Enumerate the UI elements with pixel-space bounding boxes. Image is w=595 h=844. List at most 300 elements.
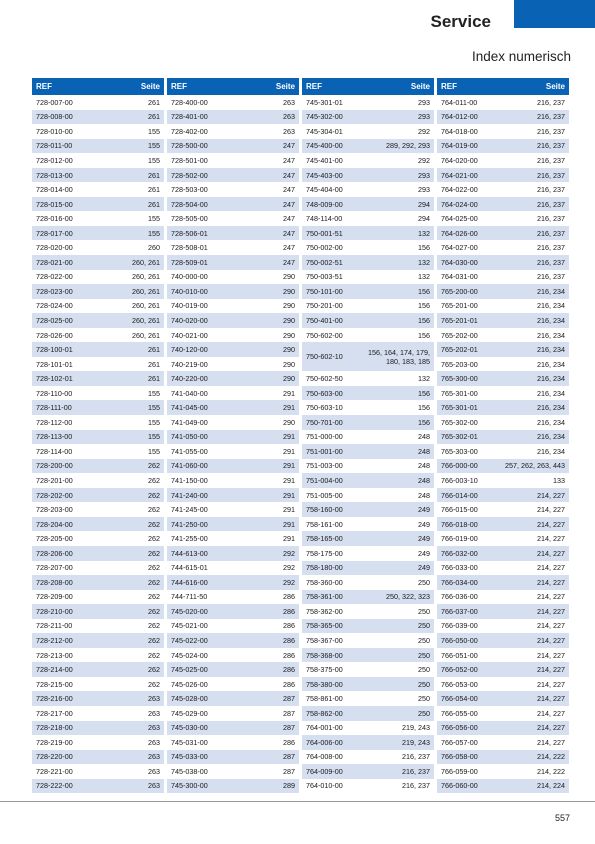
table-row: [437, 153, 569, 168]
page-value: 290: [283, 417, 295, 427]
page-value: 247: [283, 199, 295, 209]
ref-cell: 728-021-00: [36, 257, 73, 267]
page-value: 155: [148, 228, 160, 238]
page-cell: [402, 723, 430, 732]
table-row: [32, 517, 164, 532]
page-cell: [418, 665, 430, 674]
ref-cell: 744-615-01: [171, 563, 208, 573]
ref-cell: 728-008-00: [36, 112, 73, 122]
page-cell: [148, 607, 160, 616]
page-cell: [537, 98, 565, 107]
page-value: 261: [148, 97, 160, 107]
page-cell: [283, 374, 295, 383]
page-cell: [132, 331, 160, 340]
page-value: 249: [418, 505, 430, 515]
page-value: 263: [283, 97, 295, 107]
ref-cell: 764-018-00: [441, 126, 478, 136]
page-value: 214, 227: [537, 592, 565, 602]
table-row: [32, 750, 164, 765]
table-row: [32, 502, 164, 517]
ref-cell: 764-031-00: [441, 272, 478, 282]
ref-cell: 751-004-00: [306, 475, 343, 485]
ref-cell: 745-025-00: [171, 665, 208, 675]
page-value: 287: [283, 766, 295, 776]
table-row: [437, 750, 569, 765]
table-row: [32, 575, 164, 590]
table-row: [167, 342, 299, 357]
table-row: [32, 662, 164, 677]
ref-cell: 728-401-00: [171, 112, 208, 122]
table-row: [437, 444, 569, 459]
page-cell: [283, 272, 295, 281]
ref-cell: 745-033-00: [171, 752, 208, 762]
ref-cell: 758-368-00: [306, 650, 343, 660]
page-cell: [148, 636, 160, 645]
table-row: [302, 735, 434, 750]
page-value: 262: [148, 461, 160, 471]
page-value: 214, 222: [537, 752, 565, 762]
page-cell: [418, 694, 430, 703]
table-row: [302, 561, 434, 576]
ref-cell: 745-022-00: [171, 636, 208, 645]
ref-cell: 750-002-51: [306, 257, 343, 267]
ref-cell: 745-026-00: [171, 679, 208, 689]
table-row: [32, 459, 164, 474]
table-row: [167, 619, 299, 634]
table-row: [167, 240, 299, 255]
ref-cell: 766-052-00: [441, 665, 478, 675]
page-cell: [418, 549, 430, 558]
page-value: 156: [418, 417, 430, 427]
page-cell: [537, 694, 565, 703]
ref-cell: 745-301-01: [306, 97, 343, 107]
ref-cell: 766-037-00: [441, 606, 478, 616]
table-row: [167, 197, 299, 212]
page-value: 286: [283, 621, 295, 631]
page-value: 291: [283, 505, 295, 515]
table-row: [167, 648, 299, 663]
table-row: [302, 182, 434, 197]
ref-cell: 728-218-00: [36, 723, 73, 733]
ref-cell: 728-502-00: [171, 170, 208, 180]
header-ref-label: REF: [171, 82, 187, 91]
page-value: 291: [283, 403, 295, 413]
table-row: [167, 168, 299, 183]
table-row: [437, 255, 569, 270]
ref-cell: 758-862-00: [306, 708, 343, 718]
table-row: [437, 677, 569, 692]
page-cell: [283, 156, 295, 165]
ref-cell: 728-011-00: [36, 141, 73, 151]
table-row: [302, 444, 434, 459]
page-cell: [418, 258, 430, 267]
table-row: [32, 604, 164, 619]
table-row: [167, 779, 299, 794]
page-value: 216, 234: [537, 388, 565, 398]
page-cell: [148, 578, 160, 587]
page-cell: [283, 243, 295, 252]
table-row: [32, 706, 164, 721]
page-value: 216, 234: [537, 345, 565, 355]
page-cell: [283, 651, 295, 660]
ref-cell: 728-400-00: [171, 97, 208, 107]
page-cell: [148, 476, 160, 485]
page-value: 155: [148, 417, 160, 427]
ref-cell: 728-010-00: [36, 126, 73, 136]
page-value: 261: [148, 185, 160, 195]
page-cell: [132, 316, 160, 325]
section-title: Service: [430, 12, 491, 31]
page-value: 214, 227: [537, 636, 565, 645]
page-cell: [148, 709, 160, 718]
ref-cell: 766-014-00: [441, 490, 478, 500]
page-value: 263: [148, 694, 160, 704]
page-value: 156: [418, 403, 430, 413]
page-cell: [283, 418, 295, 427]
page-cell: [537, 287, 565, 296]
page-cell: [283, 258, 295, 267]
table-row: [167, 473, 299, 488]
table-row: [437, 604, 569, 619]
page-value: 216, 234: [537, 403, 565, 413]
page-cell: [537, 549, 565, 558]
table-row: [167, 721, 299, 736]
ref-cell: 765-302-01: [441, 432, 478, 442]
ref-cell: 766-034-00: [441, 577, 478, 587]
page-cell: [283, 491, 295, 500]
ref-cell: 750-002-00: [306, 243, 343, 253]
page-cell: [537, 331, 565, 340]
page-cell: [537, 156, 565, 165]
table-row: [167, 444, 299, 459]
page-value: 156: [418, 243, 430, 253]
ref-cell: 741-250-00: [171, 519, 208, 529]
table-row: [302, 197, 434, 212]
ref-cell: 758-365-00: [306, 621, 343, 631]
ref-cell: 764-006-00: [306, 737, 343, 747]
page-cell: [132, 272, 160, 281]
page-cell: [148, 141, 160, 150]
ref-cell: 748-114-00: [306, 214, 343, 224]
table-row: [302, 299, 434, 314]
page-value: 155: [148, 214, 160, 224]
table-row: [32, 735, 164, 750]
page-cell: [148, 651, 160, 660]
ref-cell: 728-013-00: [36, 170, 73, 180]
page-cell: [402, 738, 430, 747]
table-row: [32, 168, 164, 183]
table-row: [302, 662, 434, 677]
header-ref-label: REF: [306, 82, 322, 91]
table-row: [167, 182, 299, 197]
table-row: [167, 575, 299, 590]
table-row: [437, 226, 569, 241]
ref-cell: 766-054-00: [441, 694, 478, 704]
table-row: [302, 764, 434, 779]
page-cell: [283, 752, 295, 761]
page-value: 261: [148, 199, 160, 209]
table-row: [302, 517, 434, 532]
table-row: [167, 633, 299, 648]
page-value: 292: [418, 126, 430, 136]
page-cell: [537, 723, 565, 732]
ref-cell: 728-112-00: [36, 417, 73, 427]
page-cell: [148, 738, 160, 747]
page-value: 287: [283, 723, 295, 733]
page-cell: [148, 491, 160, 500]
page-cell: [368, 348, 430, 366]
page-value: 216, 237: [537, 228, 565, 238]
column-rows: [302, 95, 434, 793]
page-cell: [283, 331, 295, 340]
ref-cell: 748-009-00: [306, 199, 343, 209]
ref-cell: 741-045-00: [171, 403, 208, 413]
page-cell: [418, 185, 430, 194]
ref-cell: 728-110-00: [36, 388, 73, 398]
page-value: 155: [148, 388, 160, 398]
page-cell: [148, 723, 160, 732]
table-row: [32, 691, 164, 706]
table-row: [437, 197, 569, 212]
table-row: [167, 604, 299, 619]
table-row: [32, 226, 164, 241]
table-row: [302, 604, 434, 619]
table-row: [302, 342, 434, 371]
page-value: 214, 227: [537, 679, 565, 689]
page-value: 262: [148, 490, 160, 500]
ref-cell: 765-201-00: [441, 301, 478, 311]
page-cell: [148, 98, 160, 107]
table-row: [437, 240, 569, 255]
table-row: [437, 386, 569, 401]
table-row: [167, 459, 299, 474]
ref-cell: 740-010-00: [171, 286, 208, 296]
page-value: 262: [148, 577, 160, 587]
page-cell: [148, 345, 160, 354]
ref-cell: 728-017-00: [36, 228, 73, 238]
page-value: 214, 227: [537, 708, 565, 718]
ref-cell: 764-022-00: [441, 185, 478, 195]
ref-cell: 766-032-00: [441, 548, 478, 558]
page-cell: [148, 127, 160, 136]
ref-cell: 764-012-00: [441, 112, 478, 122]
ref-cell: 728-025-00: [36, 315, 73, 325]
ref-cell: 750-101-00: [306, 286, 343, 296]
page-value: 216, 237: [537, 155, 565, 165]
ref-cell: 745-030-00: [171, 723, 208, 733]
page-cell: [283, 141, 295, 150]
page-value: 286: [283, 606, 295, 616]
page-cell: [537, 651, 565, 660]
table-row: [167, 371, 299, 386]
table-row: [167, 517, 299, 532]
page-value: 216, 237: [402, 766, 430, 776]
page-cell: [148, 621, 160, 630]
page-cell: [283, 461, 295, 470]
table-row: [302, 575, 434, 590]
page-value: 155: [148, 446, 160, 456]
ref-cell: 765-302-00: [441, 417, 478, 427]
column-header: [437, 78, 569, 95]
page-value: 156: [418, 330, 430, 340]
page-cell: [148, 563, 160, 572]
page-cell: [148, 112, 160, 121]
page-value: 291: [283, 475, 295, 485]
page-value: 216, 237: [537, 243, 565, 253]
table-row: [32, 124, 164, 139]
ref-cell: 728-015-00: [36, 199, 73, 209]
table-row: [167, 590, 299, 605]
page-cell: [283, 520, 295, 529]
ref-cell: 728-111-00: [36, 403, 72, 413]
table-row: [302, 546, 434, 561]
table-row: [302, 328, 434, 343]
ref-cell: 764-027-00: [441, 243, 478, 253]
page-value: 263: [283, 112, 295, 122]
page-cell: [537, 127, 565, 136]
page-cell: [418, 520, 430, 529]
ref-cell: 728-215-00: [36, 679, 73, 689]
ref-cell: 741-050-00: [171, 432, 208, 442]
page-value: 286: [283, 636, 295, 645]
table-row: [167, 211, 299, 226]
table-row: [32, 546, 164, 561]
ref-cell: 766-050-00: [441, 636, 478, 645]
page-value: 294: [418, 214, 430, 224]
page-cell: [537, 403, 565, 412]
table-row: [32, 415, 164, 430]
page-cell: [283, 112, 295, 121]
ref-cell: 745-020-00: [171, 606, 208, 616]
page-value: 263: [148, 708, 160, 718]
ref-cell: 758-161-00: [306, 519, 343, 529]
header-page-label: Seite: [545, 82, 565, 91]
ref-cell: 744-613-00: [171, 548, 208, 558]
ref-cell: 745-403-00: [306, 170, 343, 180]
page-value: 214, 224: [537, 781, 565, 791]
ref-cell: 750-603-10: [306, 403, 343, 413]
page-value: 214, 222: [537, 766, 565, 776]
page-value: 156: [418, 315, 430, 325]
page-value: 249: [418, 563, 430, 573]
table-row: [167, 299, 299, 314]
page-cell: [283, 592, 295, 601]
page-value: 290: [283, 286, 295, 296]
page-value: 248: [418, 446, 430, 456]
page-value: 262: [148, 548, 160, 558]
page-cell: [418, 229, 430, 238]
table-row: [167, 139, 299, 154]
table-row: [32, 633, 164, 648]
index-column: [302, 78, 434, 793]
page-value: 291: [283, 519, 295, 529]
page-cell: [418, 418, 430, 427]
ref-cell: 744-616-00: [171, 577, 208, 587]
page-cell: [148, 389, 160, 398]
page-cell: [537, 171, 565, 180]
page-value: 249: [418, 548, 430, 558]
page-value: 290: [283, 345, 295, 355]
ref-cell: 741-049-00: [171, 417, 208, 427]
ref-cell: 765-301-01: [441, 403, 478, 413]
page-cell: [537, 505, 565, 514]
table-row: [167, 313, 299, 328]
ref-cell: 728-505-00: [171, 214, 208, 224]
page-value: 214, 227: [537, 621, 565, 631]
page-value: 250: [418, 708, 430, 718]
ref-cell: 728-207-00: [36, 563, 73, 573]
page-value: 214, 227: [537, 665, 565, 675]
ref-cell: 728-500-00: [171, 141, 208, 151]
table-row: [302, 721, 434, 736]
page-value: 286: [283, 665, 295, 675]
page-cell: [418, 636, 430, 645]
page-cell: [537, 272, 565, 281]
page-value: 214, 227: [537, 606, 565, 616]
ref-cell: 728-508-01: [171, 243, 208, 253]
page-cell: [537, 636, 565, 645]
page-value: 289, 292, 293: [386, 141, 430, 151]
page-value: 260, 261: [132, 257, 160, 267]
table-row: [167, 255, 299, 270]
ref-cell: 745-404-00: [306, 185, 343, 195]
page-cell: [537, 621, 565, 630]
page-cell: [283, 403, 295, 412]
page-cell: [402, 781, 430, 790]
column-rows: [437, 95, 569, 793]
page-cell: [283, 98, 295, 107]
page-value: 216, 237: [402, 752, 430, 762]
page-cell: [132, 287, 160, 296]
table-row: [167, 735, 299, 750]
table-row: [32, 531, 164, 546]
page-cell: [148, 752, 160, 761]
header-page-label: Seite: [410, 82, 430, 91]
page-value: 156: [418, 301, 430, 311]
page-cell: [283, 534, 295, 543]
table-row: [32, 342, 164, 357]
index-column: [437, 78, 569, 793]
page-value: 262: [148, 534, 160, 544]
page-value: 263: [148, 723, 160, 733]
table-row: [32, 240, 164, 255]
ref-cell: 728-205-00: [36, 534, 73, 544]
page-cell: [537, 491, 565, 500]
table-row: [302, 459, 434, 474]
page-value: 247: [283, 155, 295, 165]
page-cell: [418, 127, 430, 136]
page-value: 294: [418, 199, 430, 209]
table-row: [32, 153, 164, 168]
table-row: [437, 371, 569, 386]
table-row: [167, 706, 299, 721]
ref-cell: 750-602-50: [306, 374, 343, 384]
table-row: [437, 95, 569, 110]
ref-cell: 766-059-00: [441, 766, 478, 776]
table-row: [32, 386, 164, 401]
page-value: 261: [148, 345, 160, 355]
ref-cell: 728-509-01: [171, 257, 208, 267]
table-row: [437, 342, 569, 357]
table-row: [302, 153, 434, 168]
ref-cell: 741-150-00: [171, 475, 208, 485]
table-row: [302, 270, 434, 285]
page-value: 291: [283, 461, 295, 471]
page-cell: [418, 243, 430, 252]
page-value: 155: [148, 141, 160, 151]
ref-cell: 740-000-00: [171, 272, 208, 282]
page-cell: [283, 549, 295, 558]
